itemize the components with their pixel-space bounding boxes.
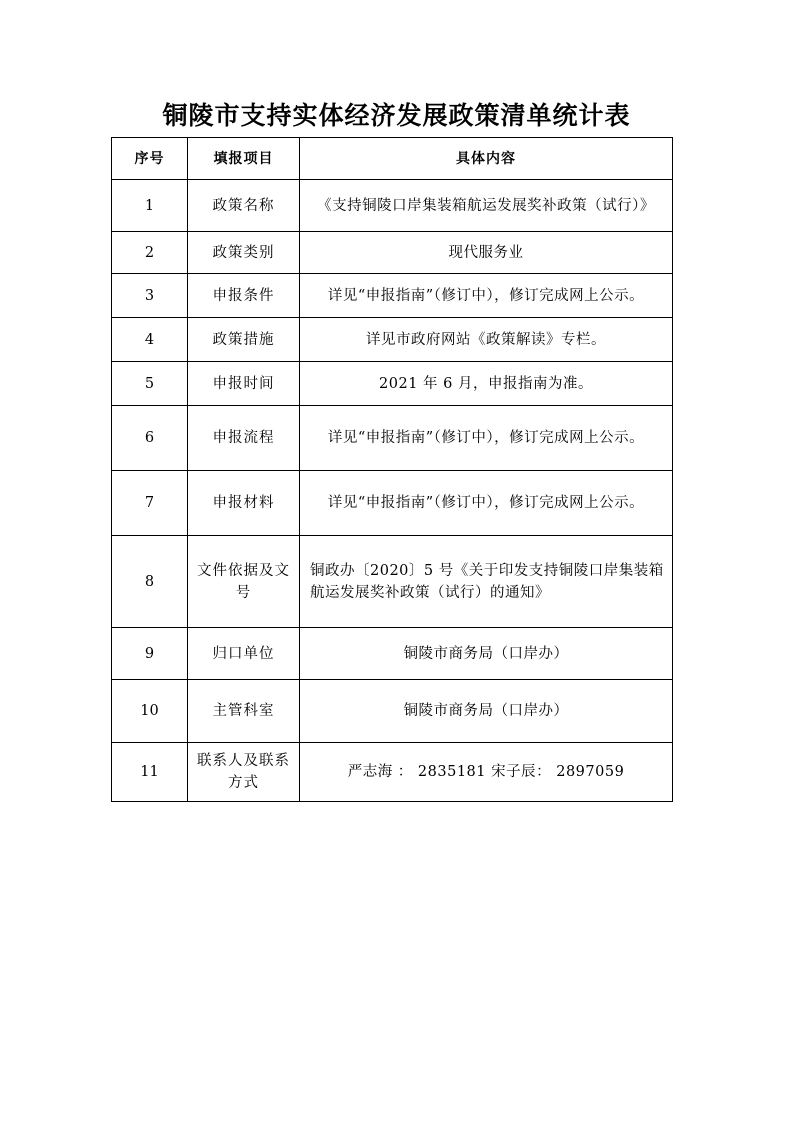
header-content: 具体内容 — [300, 138, 673, 180]
row-content: 详见“申报指南”（修订中），修订完成网上公示。 — [300, 274, 673, 318]
row-num: 4 — [112, 318, 188, 362]
row-item: 联系人及联系方式 — [188, 743, 300, 802]
row-item: 政策类别 — [188, 232, 300, 274]
row-content: 现代服务业 — [300, 232, 673, 274]
row-content: 严志海 ： 2835181 宋子辰： 2897059 — [300, 743, 673, 802]
table-row — [112, 680, 673, 743]
row-num: 10 — [112, 680, 188, 743]
row-item: 主管科室 — [188, 680, 300, 743]
policy-table — [111, 137, 673, 802]
row-content: 详见“申报指南”（修订中），修订完成网上公示。 — [300, 406, 673, 471]
row-item: 申报材料 — [188, 471, 300, 536]
row-content: 铜陵市商务局（口岸办） — [300, 680, 673, 743]
document-title: 铜陵市支持实体经济发展政策清单统计表 — [162, 101, 631, 130]
row-content: 详见“申报指南”（修订中），修订完成网上公示。 — [300, 471, 673, 536]
row-num: 5 — [112, 362, 188, 406]
table-row — [112, 743, 673, 802]
table-row — [112, 536, 673, 628]
table-row — [112, 274, 673, 318]
row-num: 8 — [112, 536, 188, 628]
row-num: 3 — [112, 274, 188, 318]
table-row — [112, 180, 673, 232]
table-row — [112, 362, 673, 406]
row-num: 1 — [112, 180, 188, 232]
row-item: 申报时间 — [188, 362, 300, 406]
row-content: 铜陵市商务局（口岸办） — [300, 628, 673, 680]
row-num: 2 — [112, 232, 188, 274]
row-item: 申报流程 — [188, 406, 300, 471]
table-row — [112, 318, 673, 362]
row-num: 9 — [112, 628, 188, 680]
row-content: 《支持铜陵口岸集装箱航运发展奖补政策（试行）》 — [300, 180, 673, 232]
row-num: 7 — [112, 471, 188, 536]
header-item: 填报项目 — [188, 138, 300, 180]
row-content: 详见市政府网站《政策解读》专栏。 — [300, 318, 673, 362]
header-num: 序号 — [112, 138, 188, 180]
row-num: 6 — [112, 406, 188, 471]
table-row — [112, 471, 673, 536]
row-num: 11 — [112, 743, 188, 802]
table-row — [112, 406, 673, 471]
row-item: 文件依据及文号 — [188, 536, 300, 628]
row-content: 铜政办〔2020〕5 号《关于印发支持铜陵口岸集装箱航运发展奖补政策（试行）的通知》 — [300, 536, 673, 628]
row-item: 政策名称 — [188, 180, 300, 232]
row-item: 政策措施 — [188, 318, 300, 362]
row-item: 归口单位 — [188, 628, 300, 680]
table-row — [112, 628, 673, 680]
row-content: 2021 年 6 月，申报指南为准。 — [300, 362, 673, 406]
row-item: 申报条件 — [188, 274, 300, 318]
table-row — [112, 232, 673, 274]
table-header-row — [112, 138, 673, 180]
